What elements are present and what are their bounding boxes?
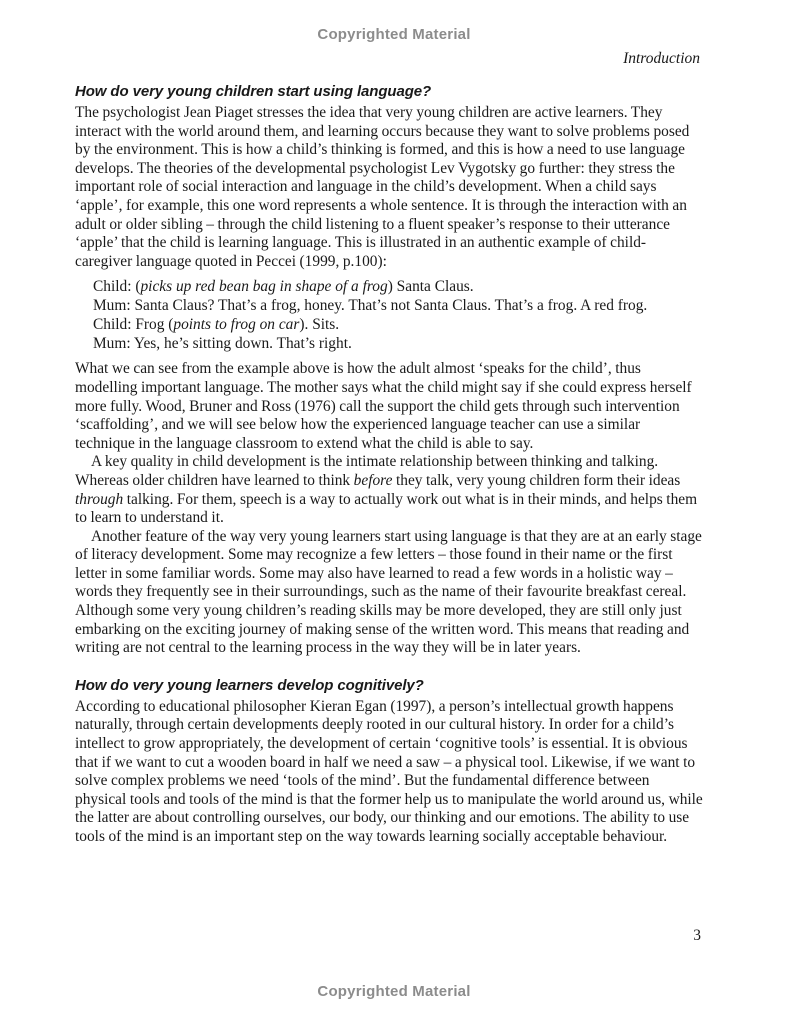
body-paragraph: Another feature of the way very young learners start using language is that they are at an early stage of literacy development. Some may recognize a few letters – those found in their name or the first letter in some familiar words. Some may also have learned to read a few words in a holistic way – words they frequently see in their surroundings, such as the name of their favourite breakfast cereal. Although some very young children’s reading skills may be more developed, they are still only just embarking on the exciting journey of making sense of the written word. This means that reading and writing are not central to the learning process in the way they will be in later years. [75,527,702,657]
body-paragraph: What we can see from the example above is how the adult almost ‘speaks for the child’, thus modelling important language. The mother says what the child might say if she could express herself more fully. Wood, Bruner and Ross (1976) call the support the child gets through such intervention ‘scaffolding’, and we will see below how the experienced language teacher can use a similar technique in the language classroom to extend what the child is able to say. [75,360,692,452]
dialogue-example [93,277,703,353]
copyright-watermark-bottom: Copyrighted Material [317,983,471,1000]
page-number: 3 [693,927,701,944]
body-paragraph: According to educational philosopher Kieran Egan (1997), a person’s intellectual growth happens naturally, through certain developments deeply rooted in our cultural history. In order for a child’s intellect to grow appropriately, the development of certain ‘cognitive tools’ is essential. It is obvious that if we want to cut a wooden board in half we need a saw – a physical tool. Likewise, if we want to solve complex problems we need ‘tools of the mind’. But the fundamental difference between physical tools and tools of the mind is that the former help us to manipulate the world around us, while the latter are about controlling ourselves, our body, our thinking and our emotions. The ability to use tools of the mind is an important step on the way towards learning socially acceptable behaviour. [75,697,703,845]
copyright-watermark-top: Copyrighted Material [317,26,471,43]
dialogue-line: Mum: Yes, he’s sitting down. That’s right. [93,335,352,353]
dialogue-line: Child: Frog (points to frog on car). Sits. [93,316,340,334]
dialogue-line: Mum: Santa Claus? That’s a frog, honey. That’s not Santa Claus. That’s a frog. A red frog. [93,297,648,315]
section-heading-language: How do very young children start using language? [75,83,432,100]
body-paragraph: A key quality in child development is the intimate relationship between thinking and talking. Whereas older children have learned to think before they talk, very young children form their ideas through talking. For them, speech is a way to actually work out what is in their minds, and helps them to learn to understand it. [75,453,698,527]
running-head: Introduction [623,50,700,67]
intro-paragraph: The psychologist Jean Piaget stresses the idea that very young children are active learners. They interact with the world around them, and learning occurs because they want to solve problems posed by the environment. This is how a child’s thinking is formed, and this is how a need to use language develops. The theories of the developmental psychologist Lev Vygotsky go further: they stress the important role of social interaction and language in the child’s development. When a child says ‘apple’, for example, this one word represents a whole sentence. It is through the interaction with an adult or older sibling – through the child listening to a fluent speaker’s response to their utterance ‘apple’ that the child is learning language. This is illustrated in an authentic example of child-caregiver language quoted in Peccei (1999, p.100): [75,104,690,270]
dialogue-line: Child: (picks up red bean bag in shape of a frog) Santa Claus. [93,278,474,296]
section-heading-cognitive: How do very young learners develop cognitively? [75,676,424,694]
page-body [75,82,703,847]
